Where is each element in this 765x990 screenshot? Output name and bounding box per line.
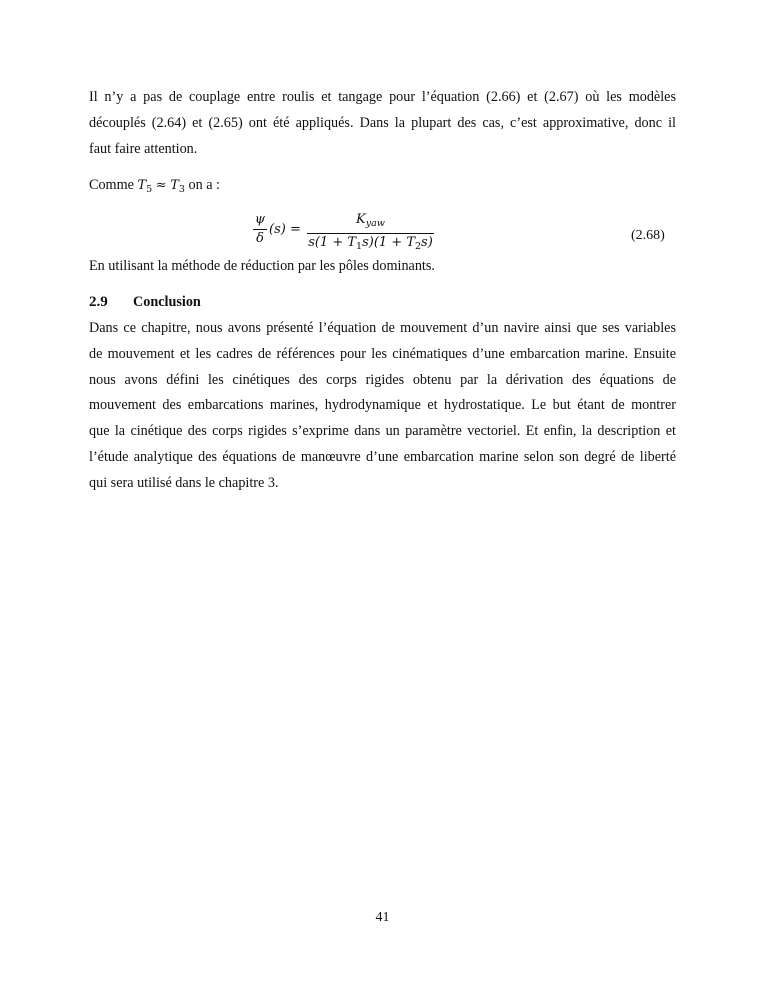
lhs-fraction [253, 212, 267, 247]
lhs-argument: (s) = [269, 222, 301, 237]
section-heading [89, 294, 201, 311]
rhs-fraction [307, 212, 434, 255]
section-number: 2.9 [89, 294, 108, 310]
section-title: Conclusion [133, 294, 201, 310]
text-line: découplés (2.64) et (2.65) ont été appliqués. Dans la plupart des cas, c’est approximative, donc il [89, 114, 676, 131]
rhs-denominator: $s(1 + T_1s)(1 + T_2s)$ [308, 235, 433, 252]
paragraph-comme [89, 173, 676, 203]
t5-symbol: $T_5$ [137, 178, 153, 195]
text-line: de mouvement et les cadres de références pour les cinématiques d’une embarcation marine. Ensuite [89, 345, 676, 362]
paragraph-conclusion [89, 316, 676, 497]
fraction-bar [253, 229, 267, 230]
equation-number: (2.68) [631, 228, 665, 243]
lhs-denominator: δ [256, 231, 264, 246]
equation-2-68 [0, 210, 765, 252]
text-line: nous avons défini les cinétiques des corps rigides obtenu par la dérivation des équations de [89, 371, 676, 388]
t3-symbol: $T_3$ [170, 178, 185, 195]
text-line: En utilisant la méthode de réduction par les pôles dominants. [89, 258, 435, 274]
paragraph-reduction [89, 254, 676, 280]
fraction-bar [307, 233, 434, 234]
text-line: l’étude analytique des équations de manœuvre d’une embarcation marine selon son degré de liberté [89, 448, 676, 465]
text-line: qui sera utilisé dans le chapitre 3. [89, 474, 279, 491]
rhs-numerator: $K_{yaw}$ [356, 212, 385, 229]
approx-symbol: ≈ [155, 178, 167, 193]
text-line: Il n’y a pas de couplage entre roulis et tangage pour l’équation (2.66) et (2.67) où les modèles [89, 89, 676, 105]
text-line: Dans ce chapitre, nous avons présenté l’équation de mouvement d’un navire ainsi que ses variables [89, 320, 676, 336]
paragraph-coupling [89, 85, 676, 162]
page-number: 41 [375, 910, 390, 925]
comme-suffix: on a : [188, 177, 220, 193]
text-line: que la cinétique des corps rigides s’exprime dans un paramètre vectoriel. Et enfin, la description et [89, 423, 676, 440]
lhs-numerator: ψ [254, 212, 266, 227]
comme-prefix: Comme [89, 177, 134, 193]
text-line: faut faire attention. [89, 140, 198, 157]
text-line: mouvement des embarcations marines, hydrodynamique et hydrostatique. Le but étant de montrer [89, 397, 676, 414]
